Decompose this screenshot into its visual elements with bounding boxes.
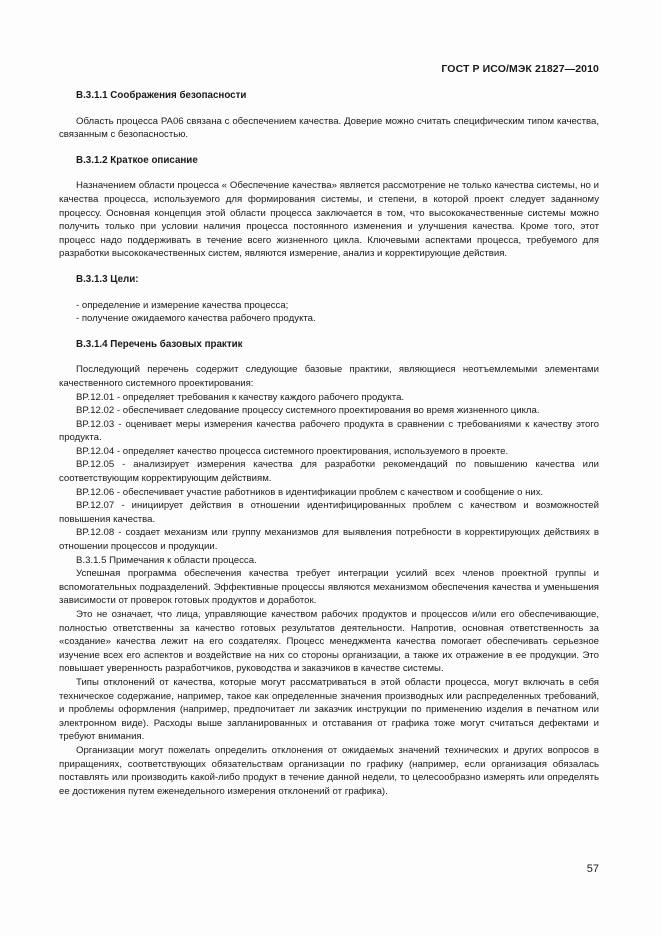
section-paragraph: Это не означает, что лица, управляющие качеством рабочих продуктов и процессов и/или его обеспечивающие, полностью ответственны за качество готовых результатов деятельности. Напротив, основная ответственность за «создание» качества лежит на его создателях. Процесс менеджмента качества помогает обеспечивать серьезное изучение всех его аспектов и воздействие на них со стороны организации, а также их отражение в ее продукции. Это повышает уверенность разработчиков, руководства и заказчиков в качестве системы. bbox=[59, 609, 599, 675]
section-paragraph: Организации могут пожелать определить отклонения от ожидаемых значений технических и других вопросов в приращениях, соответствующих обязательствам организации по графику (например, если организация обязалась поставлять или производить какой-либо продукт в течение данной недели, то целесообразно измерять или определять ее достижения путем еженедельного измерения отклонений от графика). bbox=[59, 744, 599, 797]
section-heading: В.3.1.3 Цели: bbox=[76, 273, 139, 285]
practice-item: BP.12.03 - оценивает меры измерения качества рабочего продукта в сравнении с требованиями к качеству этого продукта. bbox=[59, 418, 599, 444]
section-heading-inline: В.3.1.5 Примечания к области процесса. bbox=[76, 554, 257, 566]
section-paragraph: Успешная программа обеспечения качества требует интеграции усилий всех членов проектной группы и вспомогательных подразделений. Эффективные процессы являются механизмом обеспечения качества и уменьшения зависимости от проверок готовых продуктов и доработок. bbox=[59, 568, 599, 607]
practice-item: BP.12.01 - определяет требования к качеству каждого рабочего продукта. bbox=[76, 391, 405, 403]
goals-list bbox=[59, 299, 599, 326]
list-item: - определение и измерение качества процесса; bbox=[76, 299, 289, 311]
section-heading: В.3.1.1 Соображения безопасности bbox=[76, 90, 247, 101]
page-content bbox=[59, 89, 599, 798]
list-item: - получение ожидаемого качества рабочего продукта. bbox=[76, 313, 316, 325]
practice-item: BP.12.07 - инициирует действия в отношении идентифицированных проблем с качеством и возможностей повышения качества. bbox=[59, 500, 599, 525]
document-id-header: ГОСТ Р ИСО/МЭК 21827—2010 bbox=[441, 63, 599, 75]
section-paragraph: Последующий перечень содержит следующие базовые практики, являющиеся неотъемлемыми элементами качественного системного проектирования: bbox=[59, 364, 599, 389]
page-number: 57 bbox=[586, 863, 599, 875]
practice-item: BP.12.08 - создает механизм или группу механизмов для выявления потребности в корректирующих действиях в отношении процессов и продукции. bbox=[59, 527, 599, 553]
practice-item: BP.12.06 - обеспечивает участие работников в идентификации проблем с качеством и сообщение о них. bbox=[76, 486, 544, 498]
section-heading: В.3.1.4 Перечень базовых практик bbox=[76, 338, 243, 350]
section-paragraph: Область процесса PA06 связана с обеспечением качества. Доверие можно считать специфическим типом качества, связанным с безопасностью. bbox=[59, 115, 599, 141]
practice-item: BP.12.05 - анализирует измерения качества для разработки рекомендаций по повышению качества или соответствующим корректирующим действиям. bbox=[59, 459, 599, 485]
practice-item: BP.12.02 - обеспечивает следование процессу системного проектирования во время жизненного цикла. bbox=[76, 405, 540, 417]
section-paragraph: Типы отклонений от качества, которые могут рассматриваться в этой области процесса, могут включать в себя техническое содержание, например, такое как определенные значения производных или распределенных требований, и проблемы оформления (например, предпочитает ли заказчик инструкции по применению изделия в печатном или электронном виде). Расходы выше запланированных и отставания от графика тоже могут считаться дефектами и требуют внимания. bbox=[59, 676, 599, 743]
section-heading: В.3.1.2 Краткое описание bbox=[76, 154, 198, 166]
section-paragraph: Назначением области процесса « Обеспечение качества» является рассмотрение не только качества системы, но и качества процесса, используемого для формирования системы, и степени, в которой проект следует заданному процессу. Основная концепция этой области процесса заключается в том, что высококачественные системы можно получить только при условии наличия процесса постоянного изменения и улучшения качества. Кроме того, этот процесс надо поддерживать в течение всего жизненного цикла. Ключевыми аспектами процесса, требуемого для разработки высококачественных систем, являются измерение, анализ и корректирующие действия. bbox=[59, 180, 599, 260]
practice-item: BP.12.04 - определяет качество процесса системного проектирования, используемого в проекте. bbox=[76, 445, 509, 457]
